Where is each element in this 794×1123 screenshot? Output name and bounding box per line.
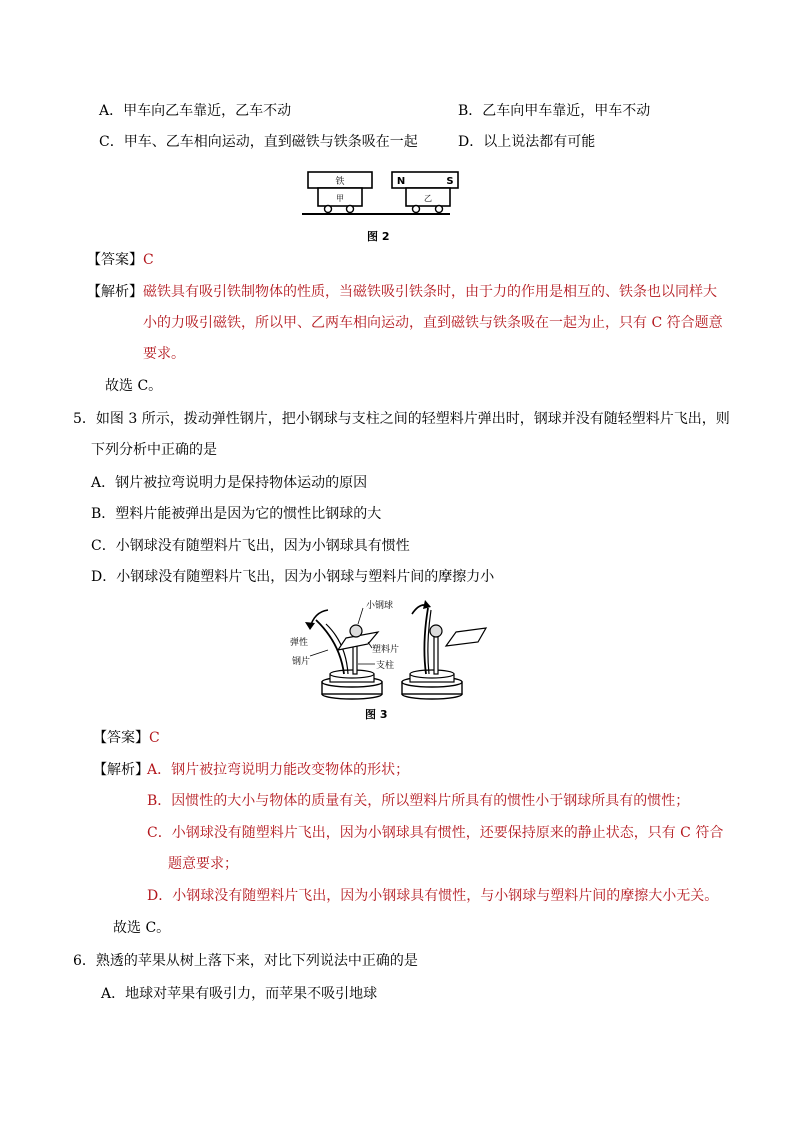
magnet-n-label: N: [396, 176, 406, 187]
q5-analysis-line: B．因惯性的大小与物体的质量有关，所以塑料片所具有的惯性小于钢球所具有的惯性；: [147, 793, 690, 809]
iron-label: 铁: [335, 177, 345, 187]
q5-option-c: C．小钢球没有随塑料片飞出，因为小钢球具有惯性: [91, 538, 410, 554]
q5-option-a: A．钢片被拉弯说明力是保持物体运动的原因: [91, 475, 368, 491]
q5-stem-line: 5．如图 3 所示，拨动弹性钢片，把小钢球与支柱之间的轻塑料片弹出时，钢球并没有随轻塑料片飞出，则: [73, 411, 730, 427]
q5-answer: [93, 728, 160, 748]
ball-label: 小钢球: [366, 601, 394, 611]
q4-option-b: B．乙车向甲车靠近，甲车不动: [458, 103, 651, 119]
figure-3-inertia-apparatus: [288, 598, 488, 702]
q4-answer-label: 【答案】: [87, 252, 143, 268]
q4-answer: [87, 250, 154, 270]
cart-yi-label: 乙: [424, 194, 432, 203]
q4-analysis-line: 要求。: [143, 346, 185, 362]
q5-analysis-label: 【解析】: [93, 762, 149, 778]
q4-conclusion: 故选 C。: [105, 378, 163, 394]
q5-stem-line: 下列分析中正确的是: [91, 442, 217, 458]
figure-2-carts: [300, 168, 460, 220]
steel-ball: [350, 625, 362, 637]
cart-jia-label: 甲: [336, 194, 344, 203]
magnet-s-label: S: [446, 176, 454, 187]
figure-3-caption: 图 3: [365, 708, 388, 721]
q5-conclusion: 故选 C。: [113, 920, 171, 936]
q5-answer-value: C: [149, 730, 160, 746]
q4-option-c: C．甲车、乙车相向运动，直到磁铁与铁条吸在一起: [99, 134, 418, 150]
q5-analysis-line: A．钢片被拉弯说明力能改变物体的形状；: [147, 762, 410, 778]
pillar-label: 支柱: [376, 661, 395, 671]
q4-option-d: D．以上说法都有可能: [458, 134, 596, 150]
q4-analysis-line: 磁铁具有吸引铁制物体的性质，当磁铁吸引铁条时，由于力的作用是相互的、铁条也以同样大: [143, 284, 717, 300]
spring-label-1: 弹性: [290, 638, 309, 648]
q4-option-a: A．甲车向乙车靠近，乙车不动: [99, 103, 292, 119]
q5-option-d: D．小钢球没有随塑料片飞出，因为小钢球与塑料片间的摩擦力小: [91, 569, 495, 585]
figure-2-caption: 图 2: [367, 230, 390, 243]
q4-analysis-label: 【解析】: [87, 284, 143, 300]
q5-analysis-line: C．小钢球没有随塑料片飞出，因为小钢球具有惯性，还要保持原来的静止状态，只有 C 符合: [147, 825, 724, 841]
q4-analysis-line: 小的力吸引磁铁，所以甲、乙两车相向运动，直到磁铁与铁条吸在一起为止，只有 C 符合题意: [143, 315, 723, 331]
q6-stem: 6．熟透的苹果从树上落下来，对比下列说法中正确的是: [73, 953, 418, 969]
q6-option-a: A．地球对苹果有吸引力，而苹果不吸引地球: [101, 986, 378, 1002]
spring-label-2: 钢片: [292, 657, 311, 667]
q4-answer-value: C: [143, 252, 154, 268]
q5-analysis-line: D．小钢球没有随塑料片飞出，因为小钢球具有惯性，与小钢球与塑料片间的摩擦大小无关。: [147, 888, 719, 904]
plastic-label: 塑料片: [372, 645, 400, 655]
q5-analysis-line: 题意要求；: [168, 856, 238, 872]
q5-answer-label: 【答案】: [93, 730, 149, 746]
q5-option-b: B．塑料片能被弹出是因为它的惯性比钢球的大: [91, 506, 382, 522]
